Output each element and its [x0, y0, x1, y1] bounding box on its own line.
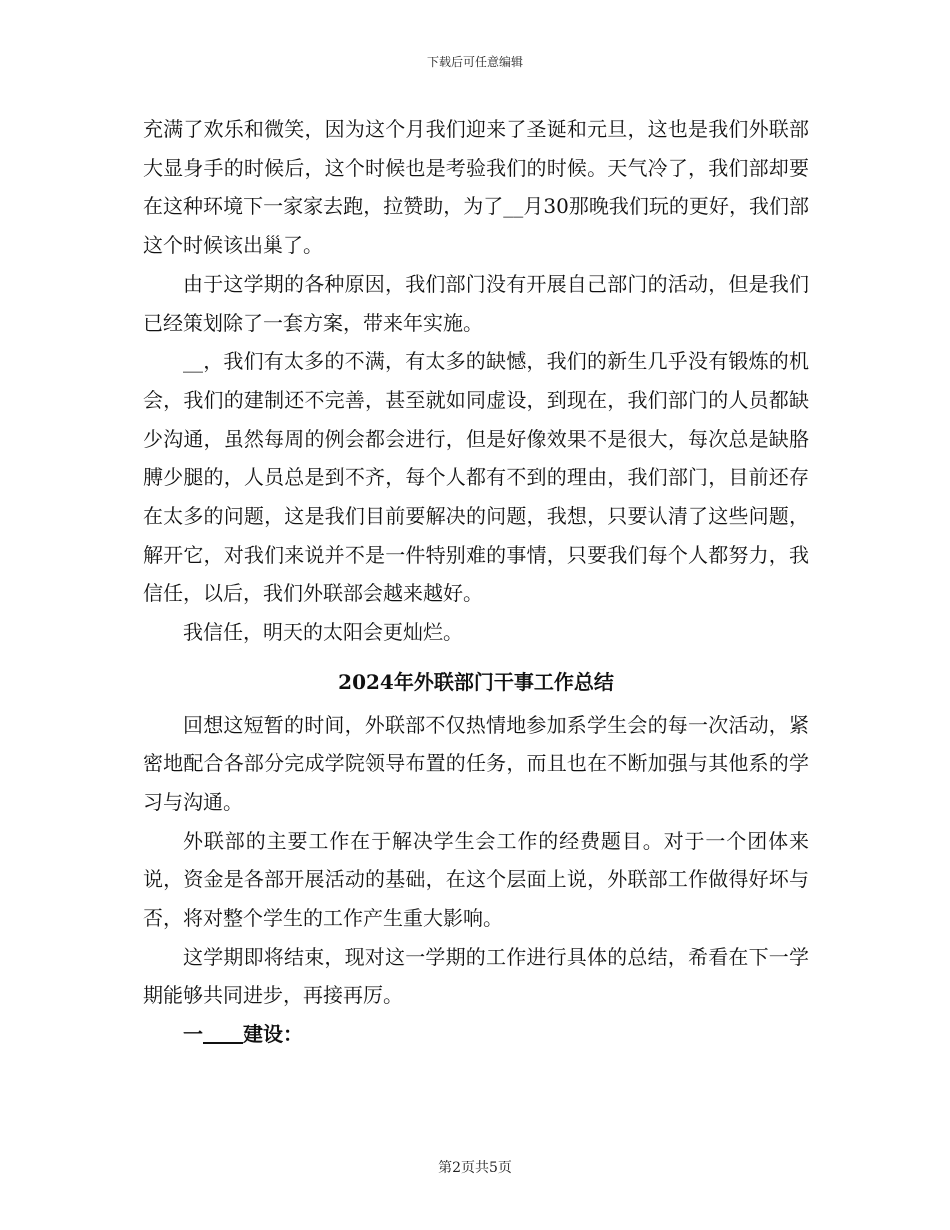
- blank-underline: [203, 1024, 243, 1044]
- paragraph: __，我们有太多的不满，有太多的缺憾，我们的新生几乎没有锻炼的机会，我们的建制还不完善，甚至就如同虚设，到现在，我们部门的人员都缺少沟通，虽然每周的例会都会进行，但是好像效果不是很大，每次总是缺胳膊少腿的，人员总是到不齐，每个人都有不到的理由，我们部门，目前还存在太多的问题，这是我们目前要解决的问题，我想，只要认清了这些问题，解开它，对我们来说并不是一件特别难的事情，只要我们每个人都努力，我信任，以后，我们外联部会越来越好。: [143, 349, 809, 606]
- page-header: 下载后可任意编辑: [426, 55, 523, 69]
- paragraph: 我信任，明天的太阳会更灿烂。: [183, 620, 463, 645]
- section-prefix: 一: [183, 1022, 203, 1047]
- paragraph: 外联部的主要工作在于解决学生会工作的经费题目。对于一个团体来说，资金是各部开展活动的基础，在这个层面上说，外联部工作做得好坏与否，将对整个学生的工作产生重大影响。: [143, 828, 809, 931]
- document-title: 2024年外联部门干事工作总结: [338, 669, 614, 694]
- section-heading: [143, 1015, 809, 1054]
- section-suffix: 建设：: [243, 1022, 303, 1047]
- paragraph: 充满了欢乐和微笑，因为这个月我们迎来了圣诞和元旦，这也是我们外联部大显身手的时候后，这个时候也是考验我们的时候。天气冷了，我们部却要在这种环境下一家家去跑，拉赞助，为了__月30那晚我们玩的更好，我们部这个时候该出巢了。: [143, 117, 809, 258]
- paragraph: 回想这短暂的时间，外联部不仅热情地参加系学生会的每一次活动，紧密地配合各部分完成学院领导布置的任务，而且也在不断加强与其他系的学习与沟通。: [143, 712, 809, 814]
- document-body: [143, 110, 809, 1054]
- page-footer: 第2页共5页: [438, 1160, 512, 1176]
- paragraph: 这学期即将结束，现对这一学期的工作进行具体的总结，希看在下一学期能够共同进步，再接再厉。: [143, 944, 809, 1008]
- paragraph: 由于这学期的各种原因，我们部门没有开展自己部门的活动，但是我们已经策划除了一套方案，带来年实施。: [143, 271, 809, 335]
